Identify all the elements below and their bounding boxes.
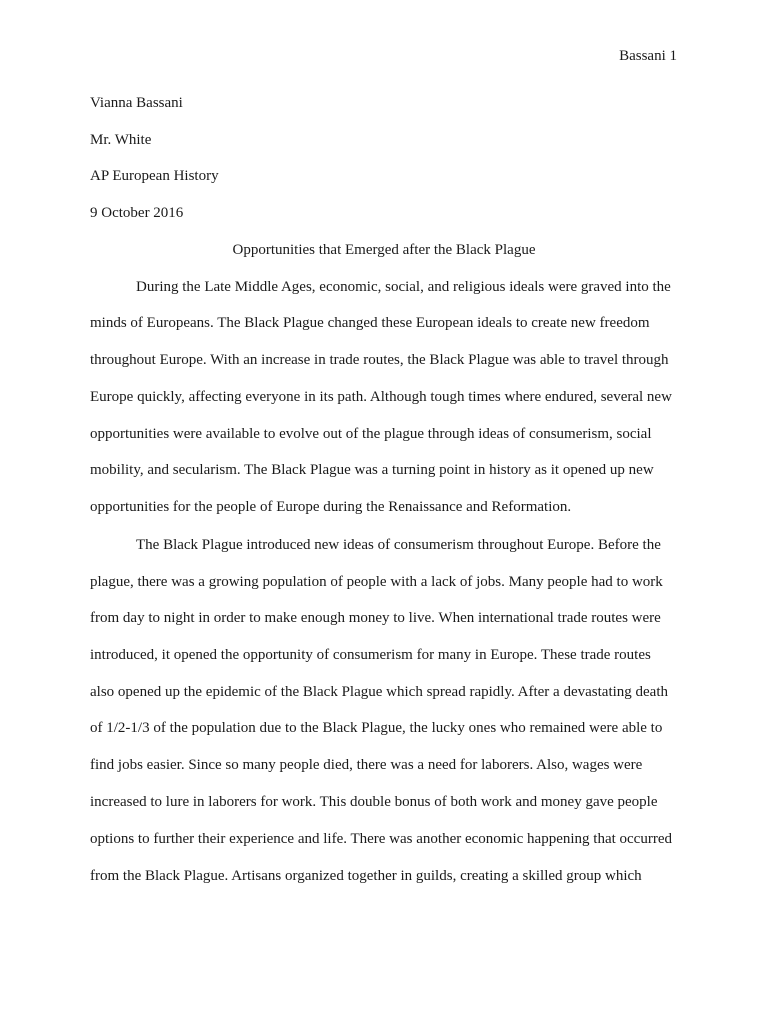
paragraph-1-line-5: opportunities were available to evolve out of the plague through ideas of consumerism, social [90, 426, 652, 442]
essay-date: 9 October 2016 [90, 205, 184, 221]
paragraph-2-line-4: introduced, it opened the opportunity of consumerism for many in Europe. These trade routes [90, 647, 651, 663]
paragraph-1-line-4: Europe quickly, affecting everyone in its path. Although tough times where endured, several new [90, 389, 672, 405]
paragraph-2-line-10: from the Black Plague. Artisans organized together in guilds, creating a skilled group which [90, 868, 642, 884]
paragraph-2-line-1: The Black Plague introduced new ideas of consumerism throughout Europe. Before the [136, 537, 661, 553]
paragraph-2-line-5: also opened up the epidemic of the Black Plague which spread rapidly. After a devastating death [90, 684, 669, 700]
running-head: Bassani 1 [619, 48, 677, 64]
paragraph-2-line-2: plague, there was a growing population of people with a lack of jobs. Many people had to work [90, 574, 663, 590]
paragraph-2-line-6: of 1/2-1/3 of the population due to the Black Plague, the lucky ones who remained were able to [90, 720, 663, 736]
paragraph-1-line-1: During the Late Middle Ages, economic, social, and religious ideals were graved into the [136, 279, 671, 295]
paragraph-1-line-7: opportunities for the people of Europe during the Renaissance and Reformation. [90, 499, 572, 515]
course-name: AP European History [90, 168, 219, 184]
paragraph-2-line-8: increased to lure in laborers for work. This double bonus of both work and money gave people [90, 794, 658, 810]
essay-title: Opportunities that Emerged after the Black Plague [232, 242, 536, 258]
paragraph-2-line-3: from day to night in order to make enough money to live. When international trade routes were [90, 610, 661, 626]
paragraph-1-line-2: minds of Europeans. The Black Plague changed these European ideals to create new freedom [90, 315, 650, 331]
paragraph-1-line-6: mobility, and secularism. The Black Plague was a turning point in history as it opened up new [90, 462, 654, 478]
teacher-name: Mr. White [90, 132, 152, 148]
student-name: Vianna Bassani [90, 95, 183, 111]
paragraph-2-line-7: find jobs easier. Since so many people died, there was a need for laborers. Also, wages were [90, 757, 643, 773]
paragraph-1-line-3: throughout Europe. With an increase in trade routes, the Black Plague was able to travel through [90, 352, 669, 368]
paragraph-2-line-9: options to further their experience and life. There was another economic happening that occurred [90, 831, 672, 847]
